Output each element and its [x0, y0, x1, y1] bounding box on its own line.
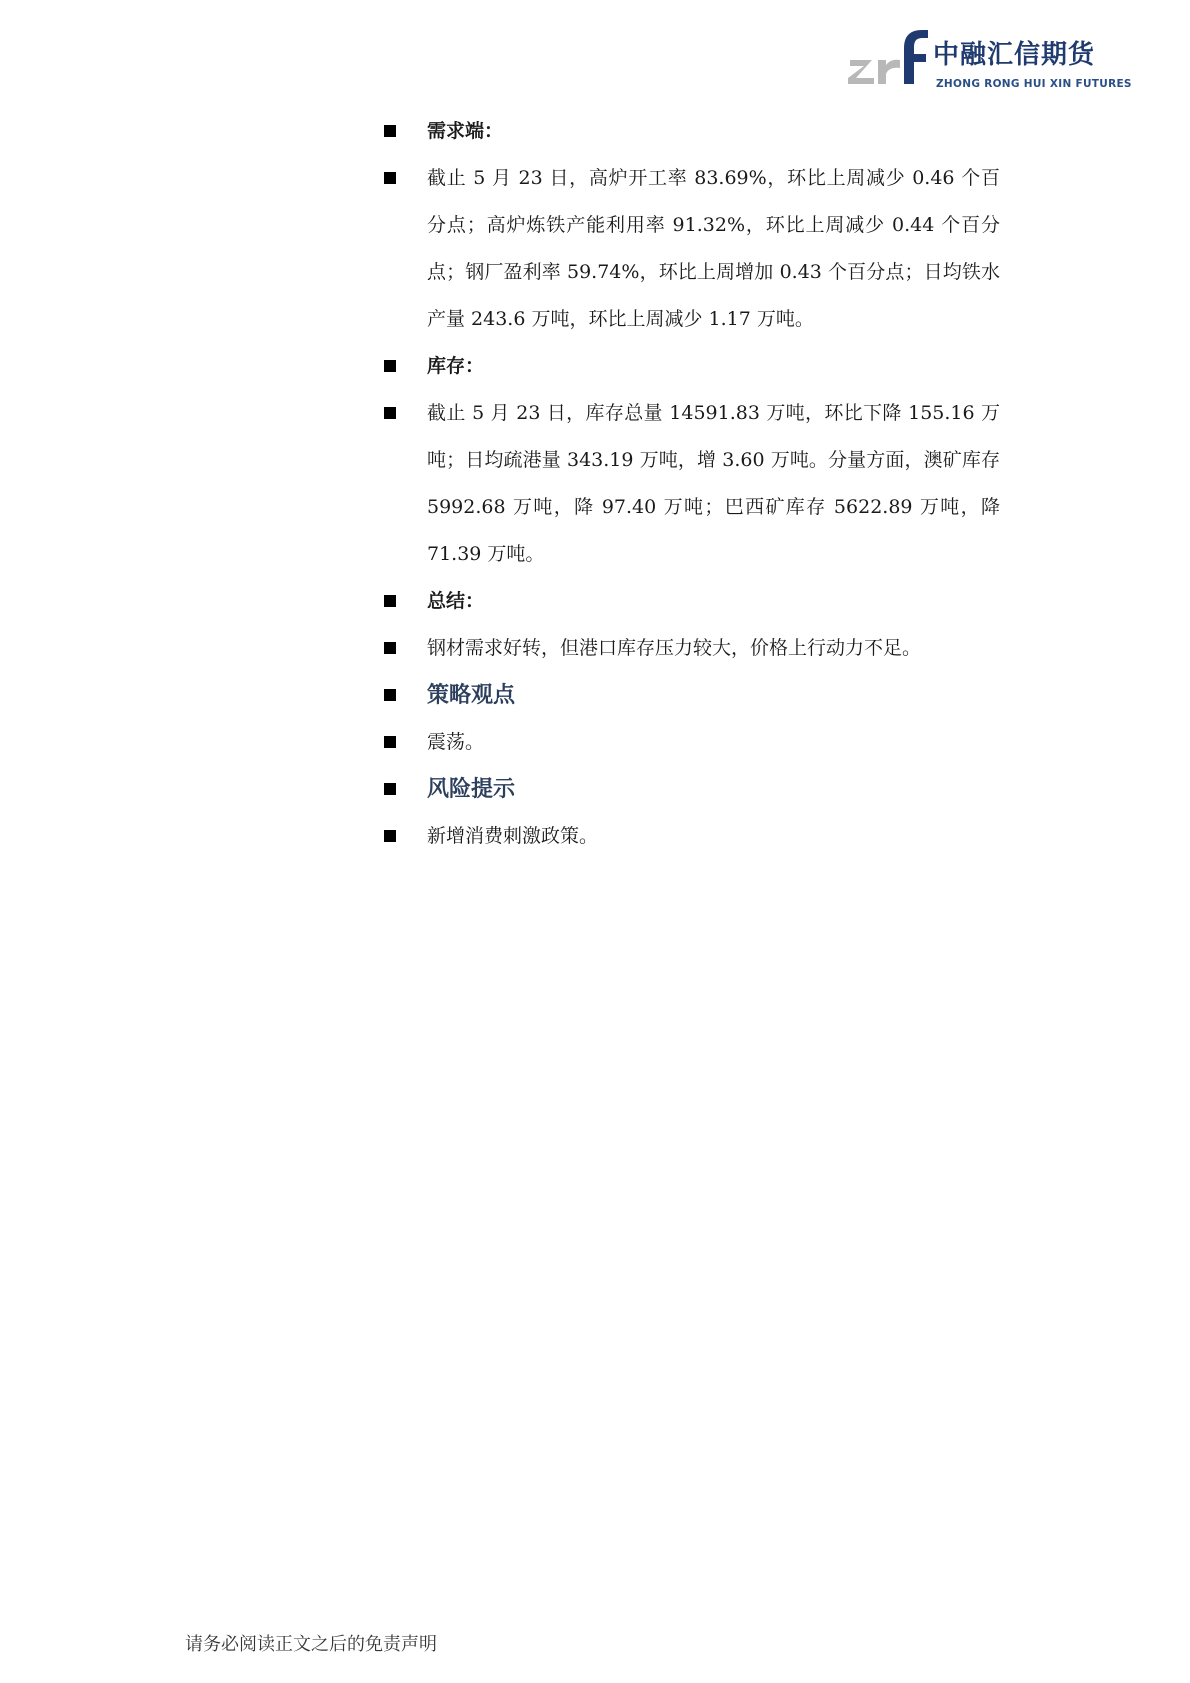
- logo-english-name: ZHONG RONG HUI XIN FUTURES: [936, 78, 1132, 90]
- bullet-paragraph-summary: [380, 625, 1000, 672]
- bullet-heading-inventory: [380, 343, 1000, 390]
- square-bullet-icon: [384, 360, 396, 372]
- paragraph-text: 震荡。: [427, 731, 485, 753]
- square-bullet-icon: [384, 783, 396, 795]
- square-bullet-icon: [384, 407, 396, 419]
- paragraph-text: 钢材需求好转，但港口库存压力较大，价格上行动力不足。: [427, 637, 922, 659]
- bullet-paragraph-inventory: [380, 390, 1000, 578]
- company-logo: [848, 24, 1132, 94]
- section-title-strategy: [380, 672, 1000, 719]
- bullet-paragraph-demand: [380, 155, 1000, 343]
- square-bullet-icon: [384, 830, 396, 842]
- zrf-logo-mark: [848, 24, 928, 94]
- section-title-text: 风险提示: [427, 777, 516, 802]
- square-bullet-icon: [384, 689, 396, 701]
- report-content: [380, 108, 1000, 860]
- square-bullet-icon: [384, 595, 396, 607]
- heading-text: 需求端：: [427, 120, 504, 142]
- section-title-text: 策略观点: [427, 683, 516, 708]
- paragraph-text: 截止 5 月 23 日，库存总量 14591.83 万吨，环比下降 155.16 万吨；日均疏港量 343.19 万吨，增 3.60 万吨。分量方面，澳矿库存 5992.68 万吨，降 97.40 万吨；巴西矿库存 5622.89 万吨，降 71.39 万吨。: [427, 402, 1000, 565]
- section-title-risk: [380, 766, 1000, 813]
- bullet-heading-summary: [380, 578, 1000, 625]
- logo-chinese-name: 中融汇信期货: [933, 40, 1096, 70]
- heading-text: 总结：: [427, 590, 485, 612]
- square-bullet-icon: [384, 172, 396, 184]
- bullet-paragraph-risk: [380, 813, 1000, 860]
- paragraph-text: 截止 5 月 23 日，高炉开工率 83.69%，环比上周减少 0.46 个百分点；高炉炼铁产能利用率 91.32%，环比上周减少 0.44 个百分点；钢厂盈利率 59.74%，环比上周增加 0.43 个百分点；日均铁水产量 243.6 万吨，环比上周减少 1.17 万吨。: [427, 167, 1000, 330]
- heading-text: 库存：: [427, 355, 485, 377]
- paragraph-text: 新增消费刺激政策。: [427, 825, 599, 847]
- square-bullet-icon: [384, 125, 396, 137]
- square-bullet-icon: [384, 736, 396, 748]
- disclaimer-footer: 请务必阅读正文之后的免责声明: [185, 1634, 437, 1655]
- square-bullet-icon: [384, 642, 396, 654]
- bullet-paragraph-strategy: [380, 719, 1000, 766]
- bullet-heading-demand: [380, 108, 1000, 155]
